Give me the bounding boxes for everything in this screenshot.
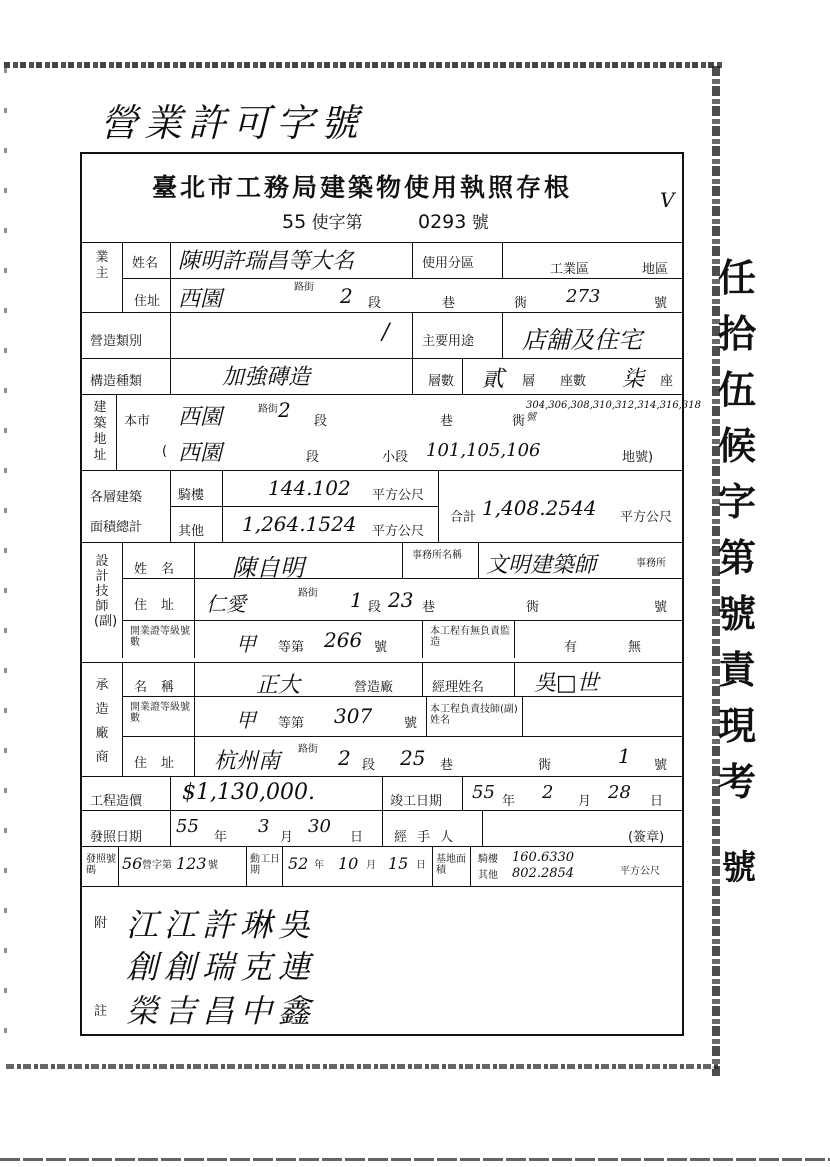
designer-address-value: 仁愛: [206, 592, 246, 616]
lot-subsection-unit: 小段: [382, 450, 409, 465]
issue-month-unit: 月: [280, 830, 294, 845]
lot-area-value: 西園: [178, 441, 223, 466]
floors-value: 貳: [482, 367, 505, 392]
area-label-2: 面積總計: [90, 520, 143, 535]
owner-lane-unit: 巷: [442, 296, 456, 311]
contractor-section-value: 2: [338, 746, 351, 770]
arcade-value: 144.102: [268, 476, 351, 500]
owner-section-unit: 段: [368, 296, 382, 311]
designer-office-suffix: 事務所: [636, 558, 666, 569]
completion-day: 28: [608, 782, 631, 803]
completion-day-unit: 日: [650, 794, 664, 809]
start-year: 52: [288, 854, 309, 873]
designer-supervise-no: 無: [628, 640, 642, 655]
side-cutoff-chars: 任拾伍候字第號責現考: [718, 255, 757, 804]
notes-line-1: 江江許琳吳: [126, 906, 317, 944]
site-road-label: 路街: [258, 404, 278, 415]
contractor-name-value: 正大: [256, 673, 301, 698]
structure-label: 構造種類: [90, 374, 143, 389]
issue-day: 30: [308, 816, 331, 837]
designer-number-unit: 號: [654, 600, 668, 615]
contractor-name-label: 名稱: [134, 680, 189, 695]
notes-line-2: 創創瑞克連: [126, 948, 317, 986]
scan-edge-bottom: [6, 1064, 718, 1069]
start-month-unit: 月: [366, 860, 376, 871]
contractor-license-number: 307: [334, 704, 373, 728]
designer-name-value: 陳自明: [232, 554, 304, 582]
total-area-value: 1,408.2544: [482, 496, 597, 520]
construction-type-label: 營造類別: [90, 334, 143, 349]
designer-section-label: 設計技師(副): [94, 554, 118, 629]
site-section-unit: 段: [314, 414, 328, 429]
designer-section-value: 1: [350, 588, 363, 612]
arcade-label: 騎樓: [178, 488, 205, 503]
base-arcade-label: 騎樓: [478, 854, 498, 865]
base-area-unit: 平方公尺: [620, 866, 660, 877]
seal-label: (簽章): [628, 830, 665, 845]
contractor-street-unit: 衖: [538, 758, 552, 773]
permit-suffix: 號: [471, 213, 489, 233]
owner-address-label: 住址: [134, 294, 161, 309]
permit-number-line: [282, 208, 489, 233]
completion-year-unit: 年: [502, 794, 516, 809]
contractor-license-label: 開業證等級號數: [130, 702, 190, 724]
lot-numbers: 101,105,106: [426, 440, 541, 461]
owner-number-unit: 號: [654, 296, 668, 311]
lot-suffix: 地號): [622, 450, 654, 465]
permit-type: 使字第: [311, 213, 363, 233]
contractor-address-value: 杭州南: [214, 749, 281, 774]
floors-unit: 層: [522, 374, 536, 389]
side-cutoff-bottom: 號: [722, 848, 756, 888]
owner-road-label: 路街: [294, 282, 314, 293]
owner-name-label: 姓名: [132, 256, 159, 271]
area-label-1: 各層建築: [90, 490, 143, 505]
designer-license-label: 開業證等級號數: [130, 626, 190, 648]
designer-section-unit: 段: [368, 600, 382, 615]
site-street-unit: 衖: [512, 414, 526, 429]
designer-road-label: 路街: [298, 588, 318, 599]
owner-address-value: 西園: [178, 287, 223, 312]
floors-label: 層數: [428, 374, 455, 389]
form-title: 臺北市工務局建築物使用執照存根: [152, 173, 573, 202]
start-month: 10: [338, 854, 359, 873]
cost-label: 工程造價: [90, 794, 143, 809]
contractor-section-unit: 段: [362, 758, 376, 773]
designer-license-number: 266: [324, 628, 363, 652]
contractor-license-prefix: 等第: [278, 716, 305, 731]
total-area-label: 合計: [450, 510, 477, 525]
zone-value: 工業區: [550, 262, 590, 277]
completion-month: 2: [542, 782, 554, 803]
contractor-name-suffix: 營造廠: [354, 680, 394, 695]
designer-office-value: 文明建築師: [486, 553, 597, 578]
main-use-label: 主要用途: [422, 334, 475, 349]
permit-year: 55: [282, 211, 307, 233]
buildings-unit: 座: [660, 374, 674, 389]
site-section-value: 2: [278, 398, 291, 422]
contractor-lane-unit: 巷: [440, 758, 454, 773]
completion-month-unit: 月: [578, 794, 592, 809]
permit-number: 0293: [418, 211, 467, 233]
designer-street-unit: 衖: [526, 600, 540, 615]
base-other-value: 802.2854: [512, 866, 575, 881]
designer-name-label: 姓名: [134, 562, 189, 577]
cost-value: $1,130,000.: [182, 780, 315, 805]
designer-office-label: 事務所名稱: [412, 550, 462, 561]
permit-form: [80, 152, 701, 1036]
start-day-unit: 日: [416, 860, 426, 871]
contractor-manager-label: 經理姓名: [432, 680, 485, 695]
site-section-label: 建築地址: [93, 400, 107, 463]
designer-supervise-label: 本工程有無負責監造: [430, 626, 510, 648]
issue-day-unit: 日: [350, 830, 364, 845]
lot-prefix: (: [162, 444, 168, 459]
zone-suffix: 地區: [642, 262, 669, 277]
base-arcade-value: 160.6330: [512, 850, 575, 865]
buildings-value: 柒: [622, 367, 645, 392]
contractor-license-grade: 甲: [236, 708, 256, 732]
completion-label: 竣工日期: [390, 794, 443, 809]
building-permit-number: 123: [176, 854, 207, 873]
issue-label: 發照日期: [90, 830, 143, 845]
site-lane-unit: 巷: [440, 414, 454, 429]
scan-edge-left: [4, 68, 7, 1064]
contractor-address-label: 住址: [134, 756, 189, 771]
contractor-tech-label: 本工程負責技師(副)姓名: [430, 704, 518, 726]
building-permit-label: 發照號碼: [86, 854, 116, 876]
owner-street-unit: 衖: [514, 296, 528, 311]
owner-section-label: 業主: [95, 250, 109, 281]
designer-lane-value: 23: [388, 588, 414, 612]
contractor-manager-value: 吳□世: [534, 671, 599, 696]
scan-edge-top: [4, 62, 722, 68]
owner-name-value: 陳明許瑞昌等大名: [178, 249, 355, 274]
handler-label: 經手人: [394, 830, 464, 845]
notes-line-3: 榮吉昌中鑫: [126, 992, 317, 1030]
owner-section-value: 2: [340, 284, 353, 308]
contractor-number-unit: 號: [654, 758, 668, 773]
corner-mark: V: [660, 188, 675, 212]
contractor-lane-value: 25: [400, 746, 426, 770]
building-permit-year: 56: [122, 854, 143, 873]
owner-number-value: 273: [566, 286, 601, 307]
construction-type-value: /: [382, 320, 390, 345]
total-area-unit: 平方公尺: [620, 510, 673, 525]
designer-license-prefix: 等第: [278, 640, 305, 655]
designer-lane-unit: 巷: [422, 600, 436, 615]
main-use-value: 店舖及住宅: [522, 326, 642, 354]
other-area-unit: 平方公尺: [372, 524, 425, 539]
notes-label-2: 註: [94, 1004, 108, 1019]
designer-supervise-yes: 有: [564, 640, 578, 655]
start-year-unit: 年: [314, 860, 324, 871]
other-area-label: 其他: [178, 524, 205, 539]
arcade-unit: 平方公尺: [372, 488, 425, 503]
issue-month: 3: [258, 816, 270, 837]
designer-address-label: 住址: [134, 598, 189, 613]
building-permit-suffix: 號: [208, 860, 218, 871]
zone-label: 使用分區: [422, 256, 475, 271]
top-handwritten-note: 營業許可字號: [100, 101, 365, 145]
buildings-label: 座數: [560, 374, 587, 389]
base-area-label: 基地面積: [436, 854, 466, 876]
structure-value: 加強磚造: [222, 365, 311, 390]
notes-label-1: 附: [94, 916, 108, 931]
side-cutoff-text: [718, 250, 758, 810]
start-date-label: 動工日期: [250, 854, 280, 876]
contractor-number-value: 1: [618, 744, 631, 768]
lot-section-unit: 段: [306, 450, 320, 465]
designer-license-grade: 甲: [236, 632, 256, 656]
issue-year: 55: [176, 816, 199, 837]
designer-license-suffix: 號: [374, 640, 388, 655]
site-city-label: 本市: [124, 414, 151, 429]
start-day: 15: [388, 854, 409, 873]
base-other-label: 其他: [478, 870, 498, 881]
other-area-value: 1,264.1524: [242, 512, 357, 536]
row-owner-name: [82, 242, 682, 243]
building-permit-type: 營字第: [142, 860, 172, 871]
contractor-road-label: 路街: [298, 744, 318, 755]
contractor-section-label: 承造廠商: [95, 678, 109, 765]
completion-year: 55: [472, 782, 495, 803]
scan-edge-bottom-2: [0, 1158, 830, 1161]
contractor-license-suffix: 號: [404, 716, 418, 731]
site-house-numbers: 304,306,308,310,312,314,316,318號: [526, 400, 701, 423]
issue-year-unit: 年: [214, 830, 228, 845]
site-road-value: 西園: [178, 405, 223, 430]
